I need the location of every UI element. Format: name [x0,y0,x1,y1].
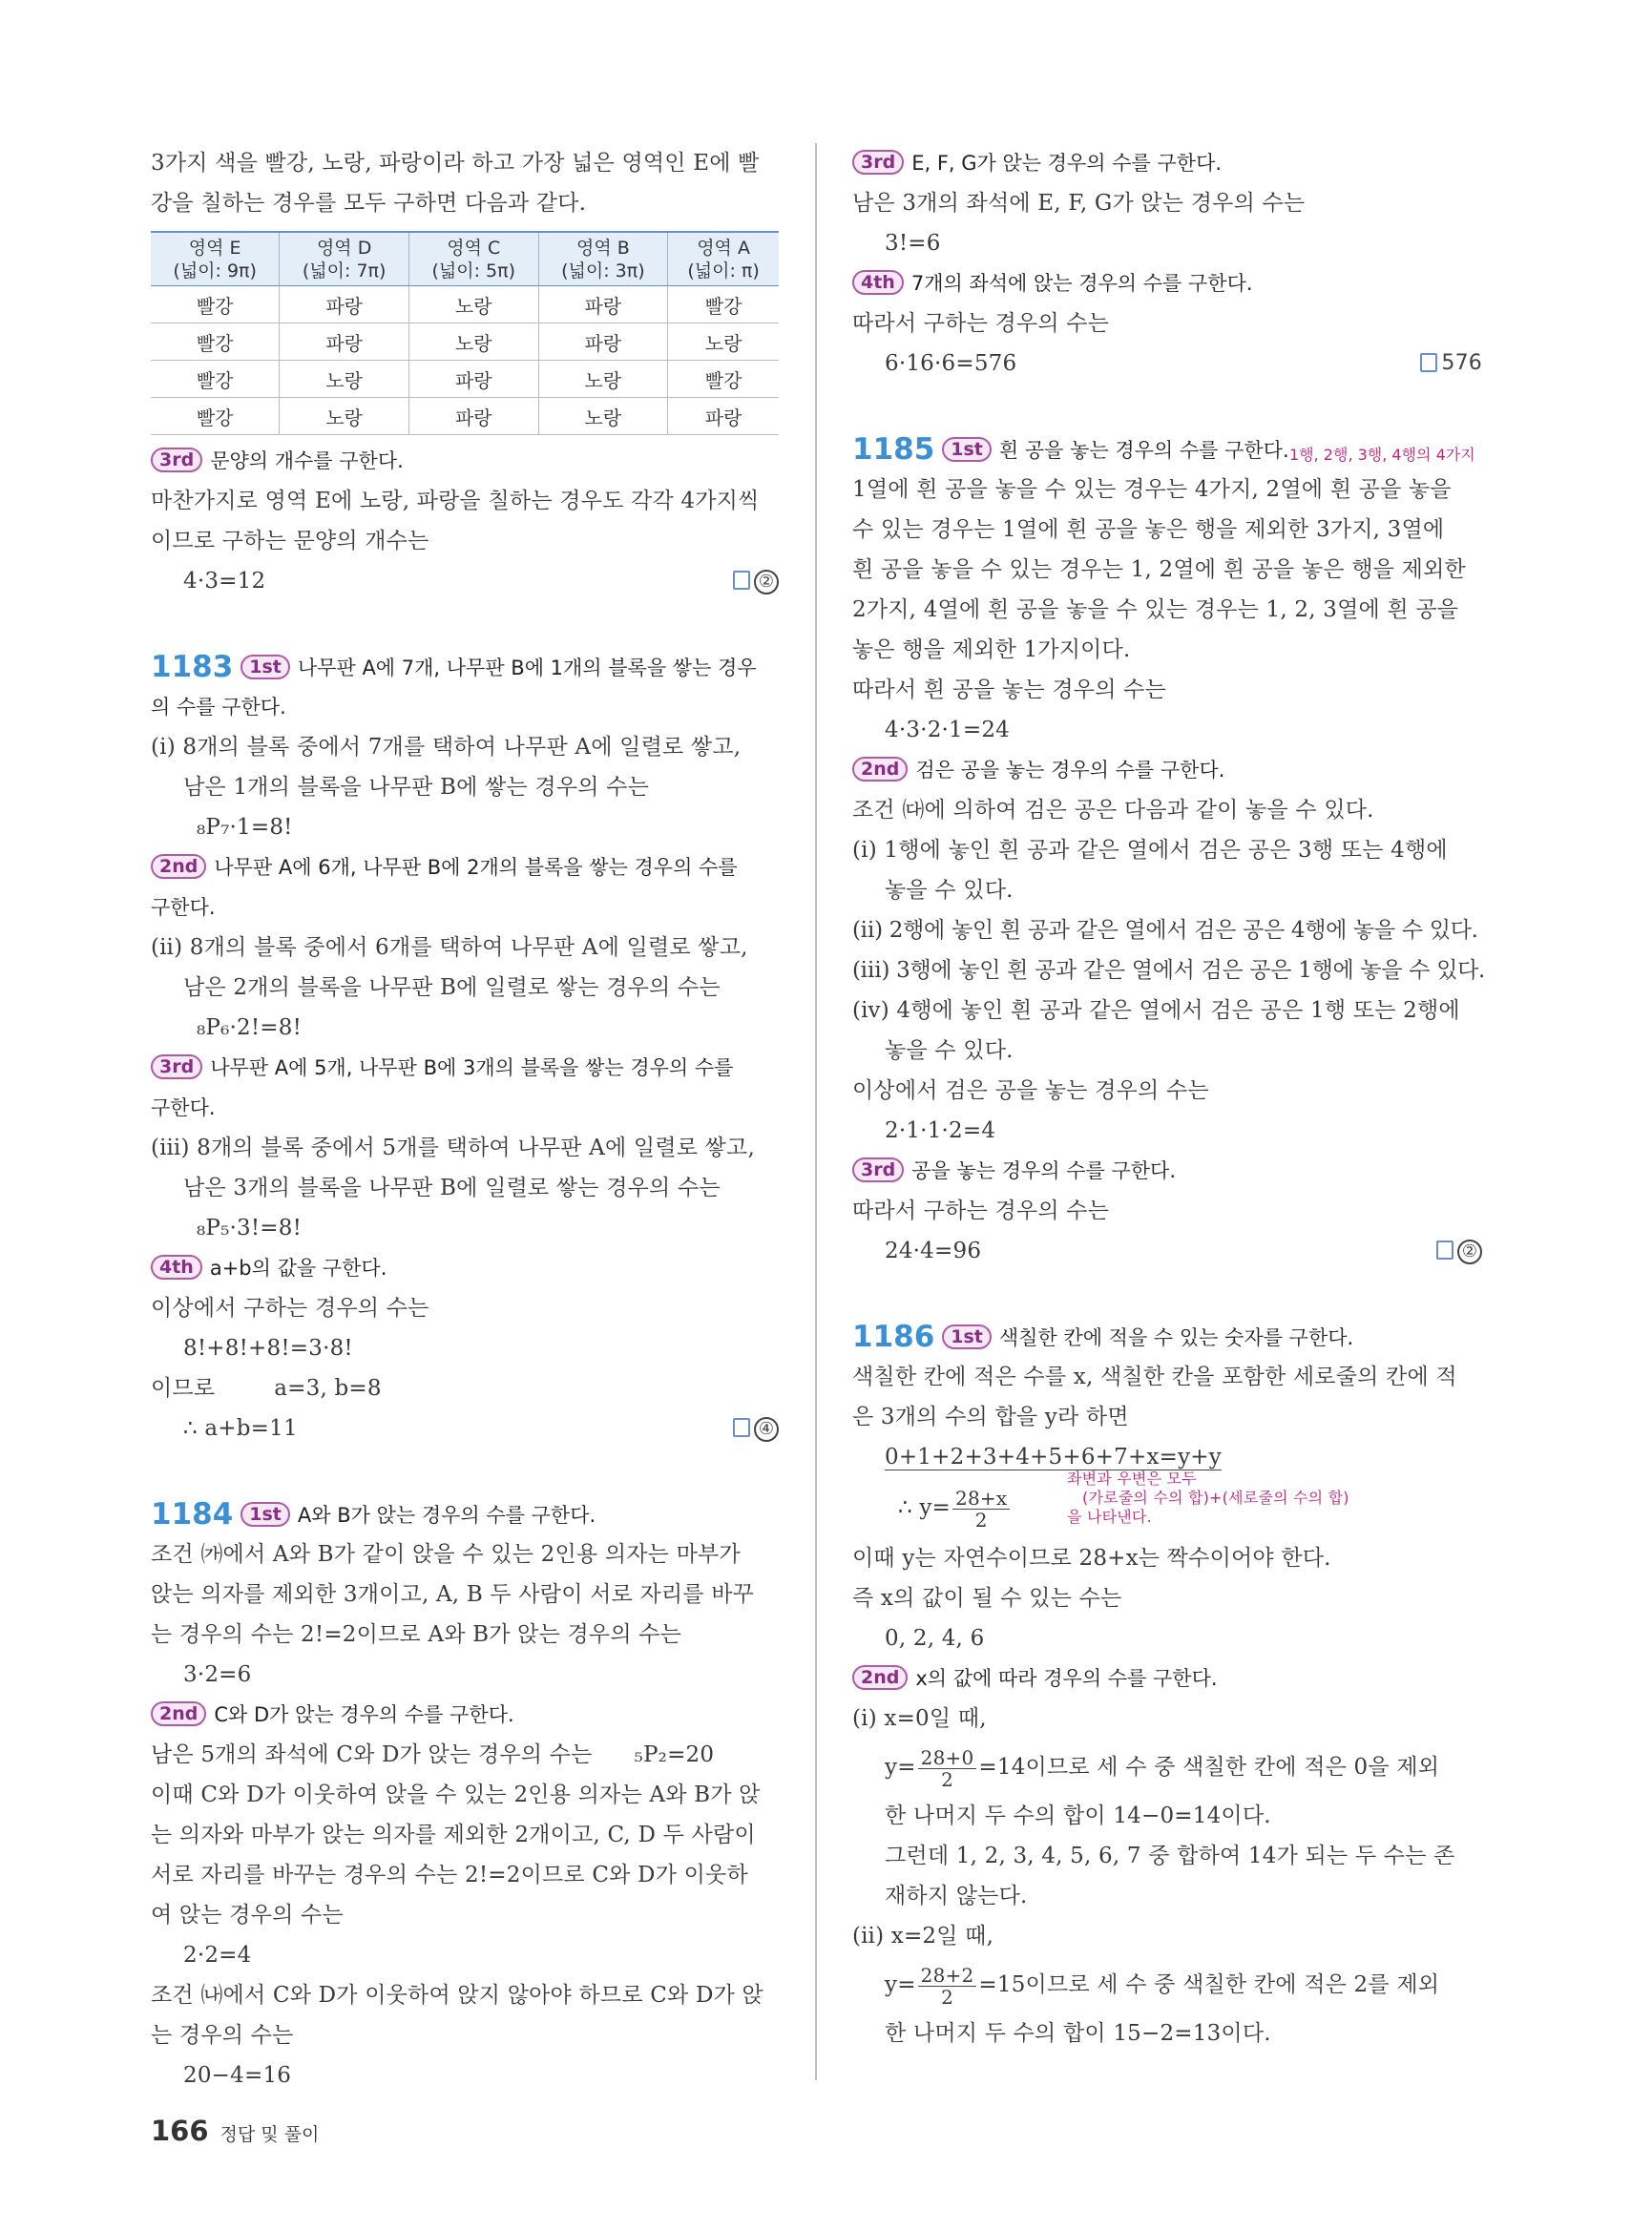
table-cell: 파랑 [280,286,409,323]
text-line: 남은 3개의 좌석에 E, F, G가 앉는 경우의 수는 [852,191,1306,216]
text-line: 따라서 구하는 경우의 수는 [852,1199,1110,1223]
calc-line: 8!+8!+8!=3·8! [183,1336,353,1361]
calc-line: 4·3·2·1=24 [885,718,1011,742]
case-line: (ⅳ) 4행에 놓인 흰 공과 같은 열에서 검은 공은 1행 또는 2행에 [852,998,1460,1023]
text-line: 따라서 구하는 경우의 수는 [852,311,1110,336]
calc-line: 2·1·1·2=4 [885,1118,996,1143]
answer-icon [1420,353,1437,372]
calc-line: 6·16·6=576 576 [852,344,1482,384]
case-line: 한 나머지 두 수의 합이 15−2=13이다. [885,2021,1271,2046]
answer-mark: ② [733,561,779,601]
answer-mark: ④ [733,1408,779,1449]
answer-icon [733,1418,750,1437]
step-heading: 4th a+b의 값을 구한다. [151,1248,779,1288]
step-badge: 3rd [151,448,202,472]
case-line: 남은 3개의 블록을 나무판 B에 일렬로 쌓는 경우의 수는 [183,1176,721,1200]
table-cell: 빨강 [151,361,280,398]
step-badge: 1st [942,1324,992,1349]
problem-number: 1186 [852,1320,935,1354]
table-cell: 노랑 [280,398,409,435]
text-line: 조건 ㈏에서 C와 D가 이웃하여 앉지 않아야 하므로 C와 D가 앉 [151,1983,763,2008]
text-line: 따라서 흰 공을 놓는 경우의 수는 [852,678,1166,702]
step-badge: 2nd [151,854,206,879]
step-badge: 2nd [151,1701,206,1726]
step-heading-cont: 구한다. [151,896,216,919]
step-heading: 2nd x의 값에 따라 경우의 수를 구한다. [852,1658,1482,1699]
problem-heading: 1186 1st 색칠한 칸에 적을 수 있는 숫자를 구한다. [852,1320,1354,1354]
table-cell: 빨강 [668,361,779,398]
table-cell: 빨강 [151,323,280,361]
fraction: $\frac{28+2}{2}$ [918,1965,977,2008]
case-line: 한 나머지 두 수의 합이 14−0=14이다. [885,1804,1271,1828]
step-badge: 2nd [852,757,908,782]
calc-line: 4·3=12 ② [151,561,779,601]
equation-note: 좌변과 우변은 모두 (가로줄의 수의 합)+(세로줄의 수의 합) 을 나타낸다. [1067,1470,1349,1526]
step-badge: 2nd [852,1665,908,1690]
problem-heading: 1184 1st A와 B가 앉는 경우의 수를 구한다. [151,1497,596,1532]
table-cell: 노랑 [408,323,538,361]
step-badge: 1st [240,1502,290,1527]
text-line: 는 경우의 수는 [151,2023,294,2048]
case-line: (ⅰ) 1행에 놓인 흰 공과 같은 열에서 검은 공은 3행 또는 4행에 [852,838,1448,863]
intro-line: 강을 칠하는 경우를 모두 구하면 다음과 같다. [151,191,587,216]
step-badge: 1st [240,655,290,679]
case-line: 그런데 1, 2, 3, 4, 5, 6, 7 중 합하여 14가 되는 두 수는 존 [885,1844,1455,1868]
case-line: (ⅱ) 2행에 놓인 흰 공과 같은 열에서 검은 공은 4행에 놓을 수 있다. [852,918,1478,943]
step-heading: 3rd 문양의 개수를 구한다. [151,441,779,481]
equation-line: 0+1+2+3+4+5+6+7+x=y+y [885,1445,1222,1470]
problem-number: 1185 [852,432,935,467]
table-header-cell: 영역 A (넓이: π) [668,232,779,286]
table-header-cell: 영역 B (넓이: 3π) [538,232,668,286]
table-cell: 파랑 [538,286,668,323]
text-line: 이므로 구하는 문양의 개수는 [151,529,429,553]
table-cell: 노랑 [408,286,538,323]
problem-heading: 1183 1st 나무판 A에 7개, 나무판 B에 1개의 블록을 쌓는 경우 [151,650,757,684]
table-cell: 노랑 [668,323,779,361]
table-cell: 파랑 [408,398,538,435]
fraction: $\frac{28+0}{2}$ [918,1747,977,1790]
equation-line: y= $\frac{28+2}{2}$ =15이므로 세 수 중 색칠한 칸에 적은 2를 제외 [885,1963,1440,2009]
step-heading: 2nd 나무판 A에 6개, 나무판 B에 2개의 블록을 쌓는 경우의 수를 [151,847,779,887]
case-line: 남은 1개의 블록을 나무판 B에 쌓는 경우의 수는 [183,775,650,800]
calc-line: ₈P₅·3!=8! [197,1216,303,1241]
calc-line: 이므로 a=3, b=8 [151,1376,382,1401]
column-divider [815,143,817,2080]
step-heading-cont: 의 수를 구한다. [151,696,286,719]
case-line: (ⅲ) 3행에 놓인 흰 공과 같은 열에서 검은 공은 1행에 놓을 수 있다. [852,958,1486,983]
step-badge: 4th [151,1255,202,1280]
table-cell: 노랑 [538,361,668,398]
table-header-cell: 영역 E (넓이: 9π) [151,232,280,286]
calc-line: ∴ a+b=11 ④ [151,1408,779,1449]
calc-line: ₈P₇·1=8! [197,815,293,840]
text-line: 조건 ㈎에서 A와 B가 같이 앉을 수 있는 2인용 의자는 마부가 [151,1542,741,1567]
calc-line: 20−4=16 [183,2063,292,2088]
text-line: 앉는 의자를 제외한 3개이고, A, B 두 사람이 서로 자리를 바꾸 [151,1582,755,1607]
table-cell: 파랑 [538,323,668,361]
table-cell: 빨강 [151,398,280,435]
step-heading: 3rd 나무판 A에 5개, 나무판 B에 3개의 블록을 쌓는 경우의 수를 [151,1048,779,1088]
text-line: 이상에서 구하는 경우의 수는 [151,1296,429,1321]
answer-icon [1436,1241,1453,1260]
table-cell: 파랑 [280,323,409,361]
case-line: 놓을 수 있다. [885,1038,1014,1063]
step-badge: 3rd [151,1054,202,1079]
text-line: 남은 5개의 좌석에 C와 D가 앉는 경우의 수는 ₅P₂=20 [151,1742,715,1767]
text-line: 이때 y는 자연수이므로 28+x는 짝수이어야 한다. [852,1546,1331,1571]
problem-heading: 1185 1st 흰 공을 놓는 경우의 수를 구한다. 1행, 2행, 3행, 4행의 4가지 [852,429,1482,469]
table-cell: 빨강 [151,286,280,323]
color-table [151,231,779,435]
calc-line: 0, 2, 4, 6 [885,1626,985,1651]
footer-label: 정답 및 풀이 [220,2124,320,2145]
text-line: 마찬가지로 영역 E에 노랑, 파랑을 칠하는 경우도 각각 4가지씩 [151,489,760,513]
equation-line: y= $\frac{28+0}{2}$ =14이므로 세 수 중 색칠한 칸에 적은 0을 제외 [885,1745,1440,1791]
step-heading-cont: 구한다. [151,1096,216,1119]
equation-line: ∴ y= $\frac{28+x}{2}$ 좌변과 우변은 모두 (가로줄의 수의 합)+(세로줄의 수의 합) 을 나타낸다. [898,1470,1349,1532]
text-line: 즉 x의 값이 될 수 있는 수는 [852,1586,1122,1611]
step-badge: 4th [852,270,904,295]
table-cell: 파랑 [408,361,538,398]
text-line: 여 앉는 경우의 수는 [151,1903,344,1928]
step-badge: 3rd [852,1157,904,1182]
text-line: 은 3개의 수의 합을 y라 하면 [852,1405,1129,1429]
text-line: 색칠한 칸에 적은 수를 x, 색칠한 칸을 포함한 세로줄의 칸에 적 [852,1365,1457,1389]
step-heading: 3rd 공을 놓는 경우의 수를 구한다. [852,1151,1482,1191]
table-row [151,361,779,398]
text-line: 놓은 행을 제외한 1가지이다. [852,637,1131,662]
answer-icon [733,571,750,590]
page-number: 166 [151,2115,209,2147]
fraction: $\frac{28+x}{2}$ [952,1488,1010,1531]
case-line: 재하지 않는다. [885,1884,1028,1908]
text-line: 수 있는 경우는 1열에 흰 공을 놓은 행을 제외한 3가지, 3열에 [852,517,1445,542]
calc-line: 3!=6 [885,231,941,256]
intro-line: 3가지 색을 빨강, 노랑, 파랑이라 하고 가장 넓은 영역인 E에 빨 [151,151,760,176]
margin-note: 1행, 2행, 3행, 4행의 4가지 [1289,446,1475,464]
text-line: 는 경우의 수는 2!=2이므로 A와 B가 앉는 경우의 수는 [151,1622,682,1647]
text-line: 서로 자리를 바꾸는 경우의 수는 2!=2이므로 C와 D가 이웃하 [151,1863,748,1887]
step-heading: 4th 7개의 좌석에 앉는 경우의 수를 구한다. [852,263,1482,303]
text-line: 조건 ㈐에 의하여 검은 공은 다음과 같이 놓을 수 있다. [852,798,1374,823]
right-column [852,143,1486,2054]
case-line: (ⅲ) 8개의 블록 중에서 5개를 택하여 나무판 A에 일렬로 쌓고, [151,1136,755,1160]
case-line: (ⅱ) x=2일 때, [852,1924,994,1949]
calc-line: 3·2=6 [183,1662,252,1687]
table-row [151,323,779,361]
text-line: 2가지, 4열에 흰 공을 놓을 수 있는 경우는 1, 2, 3열에 흰 공을 [852,597,1459,622]
text-line: 1열에 흰 공을 놓을 수 있는 경우는 4가지, 2열에 흰 공을 놓을 [852,477,1452,502]
problem-number: 1184 [151,1497,234,1532]
table-header-cell: 영역 D (넓이: 7π) [280,232,409,286]
left-column [151,143,779,2095]
step-badge: 1st [942,437,992,462]
case-line: (ⅱ) 8개의 블록 중에서 6개를 택하여 나무판 A에 일렬로 쌓고, [151,935,748,960]
text-line: 이때 C와 D가 이웃하여 앉을 수 있는 2인용 의자는 A와 B가 앉 [151,1783,761,1807]
calc-line: 2·2=4 [183,1943,252,1968]
answer-mark: ② [1436,1231,1482,1271]
text-line: 이상에서 검은 공을 놓는 경우의 수는 [852,1078,1209,1103]
step-heading: 2nd 검은 공을 놓는 경우의 수를 구한다. [852,750,1482,790]
table-cell: 빨강 [668,286,779,323]
case-line: (ⅰ) x=0일 때, [852,1706,987,1731]
case-line: 놓을 수 있다. [885,878,1014,903]
table-cell: 파랑 [668,398,779,435]
answer-mark: 576 [1420,344,1482,384]
calc-line: 24·4=96 ② [852,1231,1482,1271]
case-line: 남은 2개의 블록을 나무판 B에 일렬로 쌓는 경우의 수는 [183,975,721,1000]
table-header-row [151,232,779,286]
table-cell: 노랑 [280,361,409,398]
table-header-cell: 영역 C (넓이: 5π) [408,232,538,286]
text-line: 흰 공을 놓을 수 있는 경우는 1, 2열에 흰 공을 놓은 행을 제외한 [852,557,1466,582]
page-footer [151,2115,319,2147]
case-line: (ⅰ) 8개의 블록 중에서 7개를 택하여 나무판 A에 일렬로 쌓고, [151,735,742,760]
calc-line: ₈P₆·2!=8! [197,1015,303,1040]
step-badge: 3rd [852,150,904,175]
text-line: 는 의자와 마부가 앉는 의자를 제외한 2개이고, C, D 두 사람이 [151,1823,756,1847]
step-heading: 3rd E, F, G가 앉는 경우의 수를 구한다. [852,143,1482,183]
problem-number: 1183 [151,650,234,684]
table-row [151,286,779,323]
table-row [151,398,779,435]
step-heading: 2nd C와 D가 앉는 경우의 수를 구한다. [151,1695,779,1735]
table-cell: 노랑 [538,398,668,435]
